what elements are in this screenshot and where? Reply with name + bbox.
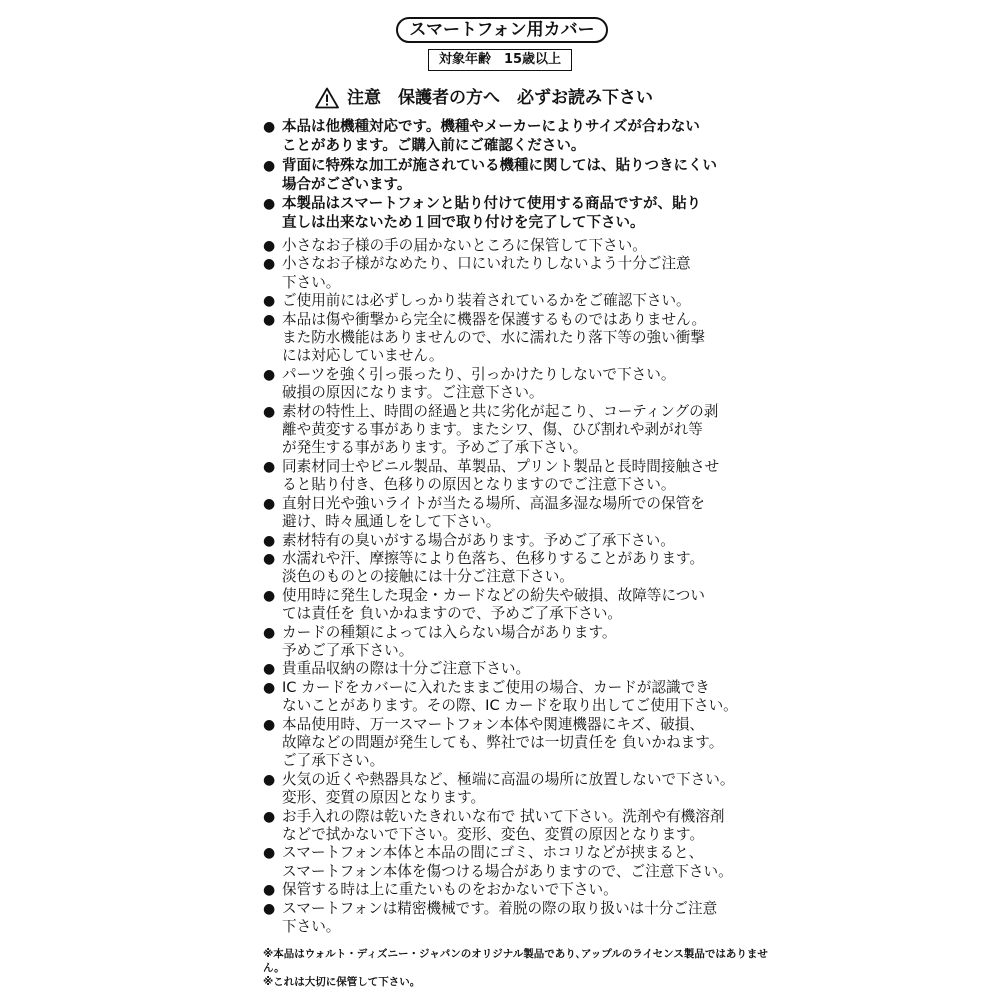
bullet-icon: ● bbox=[263, 771, 276, 788]
caution-item bbox=[263, 881, 763, 899]
caution-item-text: スマートフォンは精密機械です。着脱の際の取り扱いは十分ご注意 下さい。 bbox=[282, 899, 718, 936]
caution-item-text: 火気の近くや熱器具など、極端に高温の場所に放置しないで下さい。 変形、変質の原因となります。 bbox=[282, 770, 735, 807]
bullet-icon: ● bbox=[263, 532, 276, 549]
caution-item bbox=[263, 495, 763, 532]
caution-item-text: 貴重品収納の際は十分ご注意下さい。 bbox=[282, 660, 531, 678]
caution-item bbox=[263, 624, 763, 661]
important-notice-list bbox=[263, 118, 763, 234]
bullet-icon: ● bbox=[263, 366, 276, 383]
caution-item bbox=[263, 255, 763, 292]
bullet-icon: ● bbox=[263, 661, 276, 678]
notice-text: 本製品はスマートフォンと貼り付けて使用する商品ですが、貼り 直しは出来ないため１回で取り付けを完了して下さい。 bbox=[282, 196, 702, 232]
footnotes bbox=[263, 947, 783, 989]
bullet-icon: ● bbox=[263, 119, 276, 135]
caution-item-text: 素材の特性上、時間の経過と共に劣化が起こり、コーティングの剥 離や黄変する事があります。またシワ、傷、ひび割れや剥がれ等 が発生する事があります。予めご了承下さい。 bbox=[282, 402, 719, 457]
bullet-icon: ● bbox=[263, 808, 276, 825]
caution-item-text: 小さなお子様がなめたり、口にいれたりしないよう十分ご注意 下さい。 bbox=[282, 255, 691, 291]
caution-item bbox=[263, 900, 763, 937]
caution-item bbox=[263, 716, 763, 771]
caution-item bbox=[263, 844, 763, 881]
bullet-icon: ● bbox=[263, 293, 276, 310]
caution-item bbox=[263, 403, 763, 458]
notice-text: 背面に特殊な加工が施されている機種に関しては、貼りつきにくい 場合がございます。 bbox=[282, 157, 717, 193]
caution-item bbox=[263, 237, 763, 255]
important-notice-item bbox=[263, 118, 763, 157]
bullet-icon: ● bbox=[263, 495, 276, 512]
caution-item bbox=[263, 550, 763, 587]
bullet-icon: ● bbox=[263, 196, 276, 213]
bullet-icon: ● bbox=[263, 679, 276, 696]
caution-item-text: スマートフォン本体と本品の間にゴミ、ホコリなどが挟まると、 スマートフォン本体を傷つける場合がありますので、ご注意下さい。 bbox=[282, 844, 733, 880]
caution-item-text: 本品は傷や衝撃から完全に機器を保護するものではありません。 また防水機能はありませんので、水に濡れたり落下等の強い衝撃 には対応していません。 bbox=[282, 310, 707, 365]
bullet-icon: ● bbox=[263, 845, 276, 862]
caution-item-text: 素材特有の臭いがする場合があります。予めご了承下さい。 bbox=[282, 531, 675, 549]
caution-item bbox=[263, 679, 763, 716]
caution-item bbox=[263, 311, 763, 366]
caution-item-text: 保管する時は上に重たいものをおかないで下さい。 bbox=[282, 881, 618, 899]
bullet-icon: ● bbox=[263, 587, 276, 604]
caution-item-text: 同素材同士やビニル製品、革製品、プリント製品と長時間接触させ ると貼り付き、色移りの原因となりますのでご注意下さい。 bbox=[282, 457, 720, 494]
footnote-keep: ※これは大切に保管して下さい。 bbox=[263, 976, 421, 988]
footnote-license: ※本品はウォルト・ディズニー・ジャパンのオリジナル製品であり､アップルのライセンス製品ではありません。 bbox=[263, 948, 768, 974]
bullet-icon: ● bbox=[263, 256, 276, 273]
caution-item bbox=[263, 292, 763, 310]
bullet-icon: ● bbox=[263, 900, 276, 917]
bullet-icon: ● bbox=[263, 716, 276, 733]
caution-text: 注意 保護者の方へ 必ずお読み下さい bbox=[347, 88, 653, 108]
caution-item-text: カードの種類によっては入らない場合があります。 予めご了承下さい。 bbox=[282, 623, 617, 659]
caution-item bbox=[263, 771, 763, 808]
caution-item-text: パーツを強く引っ張ったり、引っかけたりしないで下さい。 破損の原因になります。ご注意下さい。 bbox=[282, 365, 676, 402]
caution-item bbox=[263, 366, 763, 403]
bullet-icon: ● bbox=[263, 238, 276, 254]
notice-text: 本品は他機種対応です。機種やメーカーによりサイズが合わない ことがあります。ご購入前にご確認ください。 bbox=[282, 119, 700, 155]
bullet-icon: ● bbox=[263, 550, 276, 567]
bullet-icon: ● bbox=[263, 458, 276, 475]
caution-item-text: お手入れの際は乾いたきれいな布で 拭いて下さい。洗剤や有機溶剤 などで拭かないで下さい。変形、変色、変質の原因となります。 bbox=[282, 807, 725, 843]
caution-item-text: ご使用前には必ずしっかり装着されているかをご確認下さい。 bbox=[282, 292, 691, 310]
caution-item bbox=[263, 660, 763, 678]
caution-heading bbox=[315, 86, 715, 110]
bullet-icon: ● bbox=[263, 882, 276, 899]
caution-item-text: 小さなお子様の手の届かないところに保管して下さい。 bbox=[282, 237, 647, 254]
caution-item-text: 水濡れや汗、摩擦等により色落ち、色移りすることがあります。 淡色のものとの接触には十分ご注意下さい。 bbox=[282, 549, 705, 586]
caution-item-text: 使用時に発生した現金・カードなどの紛失や破損、故障等につい ては責任を 負いかねますので、予めご了承下さい。 bbox=[282, 586, 705, 623]
warning-icon bbox=[315, 87, 339, 109]
caution-item bbox=[263, 587, 763, 624]
important-notice-item bbox=[263, 195, 763, 234]
bullet-icon: ● bbox=[263, 311, 276, 328]
bullet-icon: ● bbox=[263, 624, 276, 641]
caution-list bbox=[263, 237, 763, 936]
product-title: スマートフォン用カバー bbox=[396, 17, 608, 43]
caution-item bbox=[263, 532, 763, 550]
caution-item-text: 本品使用時、万一スマートフォン本体や関連機器にキズ、破損、 故障などの問題が発生しても、弊社では一切責任を 負いかねます。 ご了承下さい。 bbox=[282, 715, 724, 770]
caution-item bbox=[263, 808, 763, 845]
important-notice-item bbox=[263, 157, 763, 196]
bullet-icon: ● bbox=[263, 403, 276, 420]
caution-item-text: IC カードをカバーに入れたままご使用の場合、カードが認識でき ないことがあります。その際、IC カードを取り出してご使用下さい。 bbox=[282, 678, 738, 715]
caution-item bbox=[263, 458, 763, 495]
caution-item-text: 直射日光や強いライトが当たる場所、高温多湿な場所での保管を 避け、時々風通しをして下さい。 bbox=[282, 494, 705, 531]
age-label: 対象年齢 15歳以上 bbox=[428, 49, 572, 71]
bullet-icon: ● bbox=[263, 157, 276, 174]
